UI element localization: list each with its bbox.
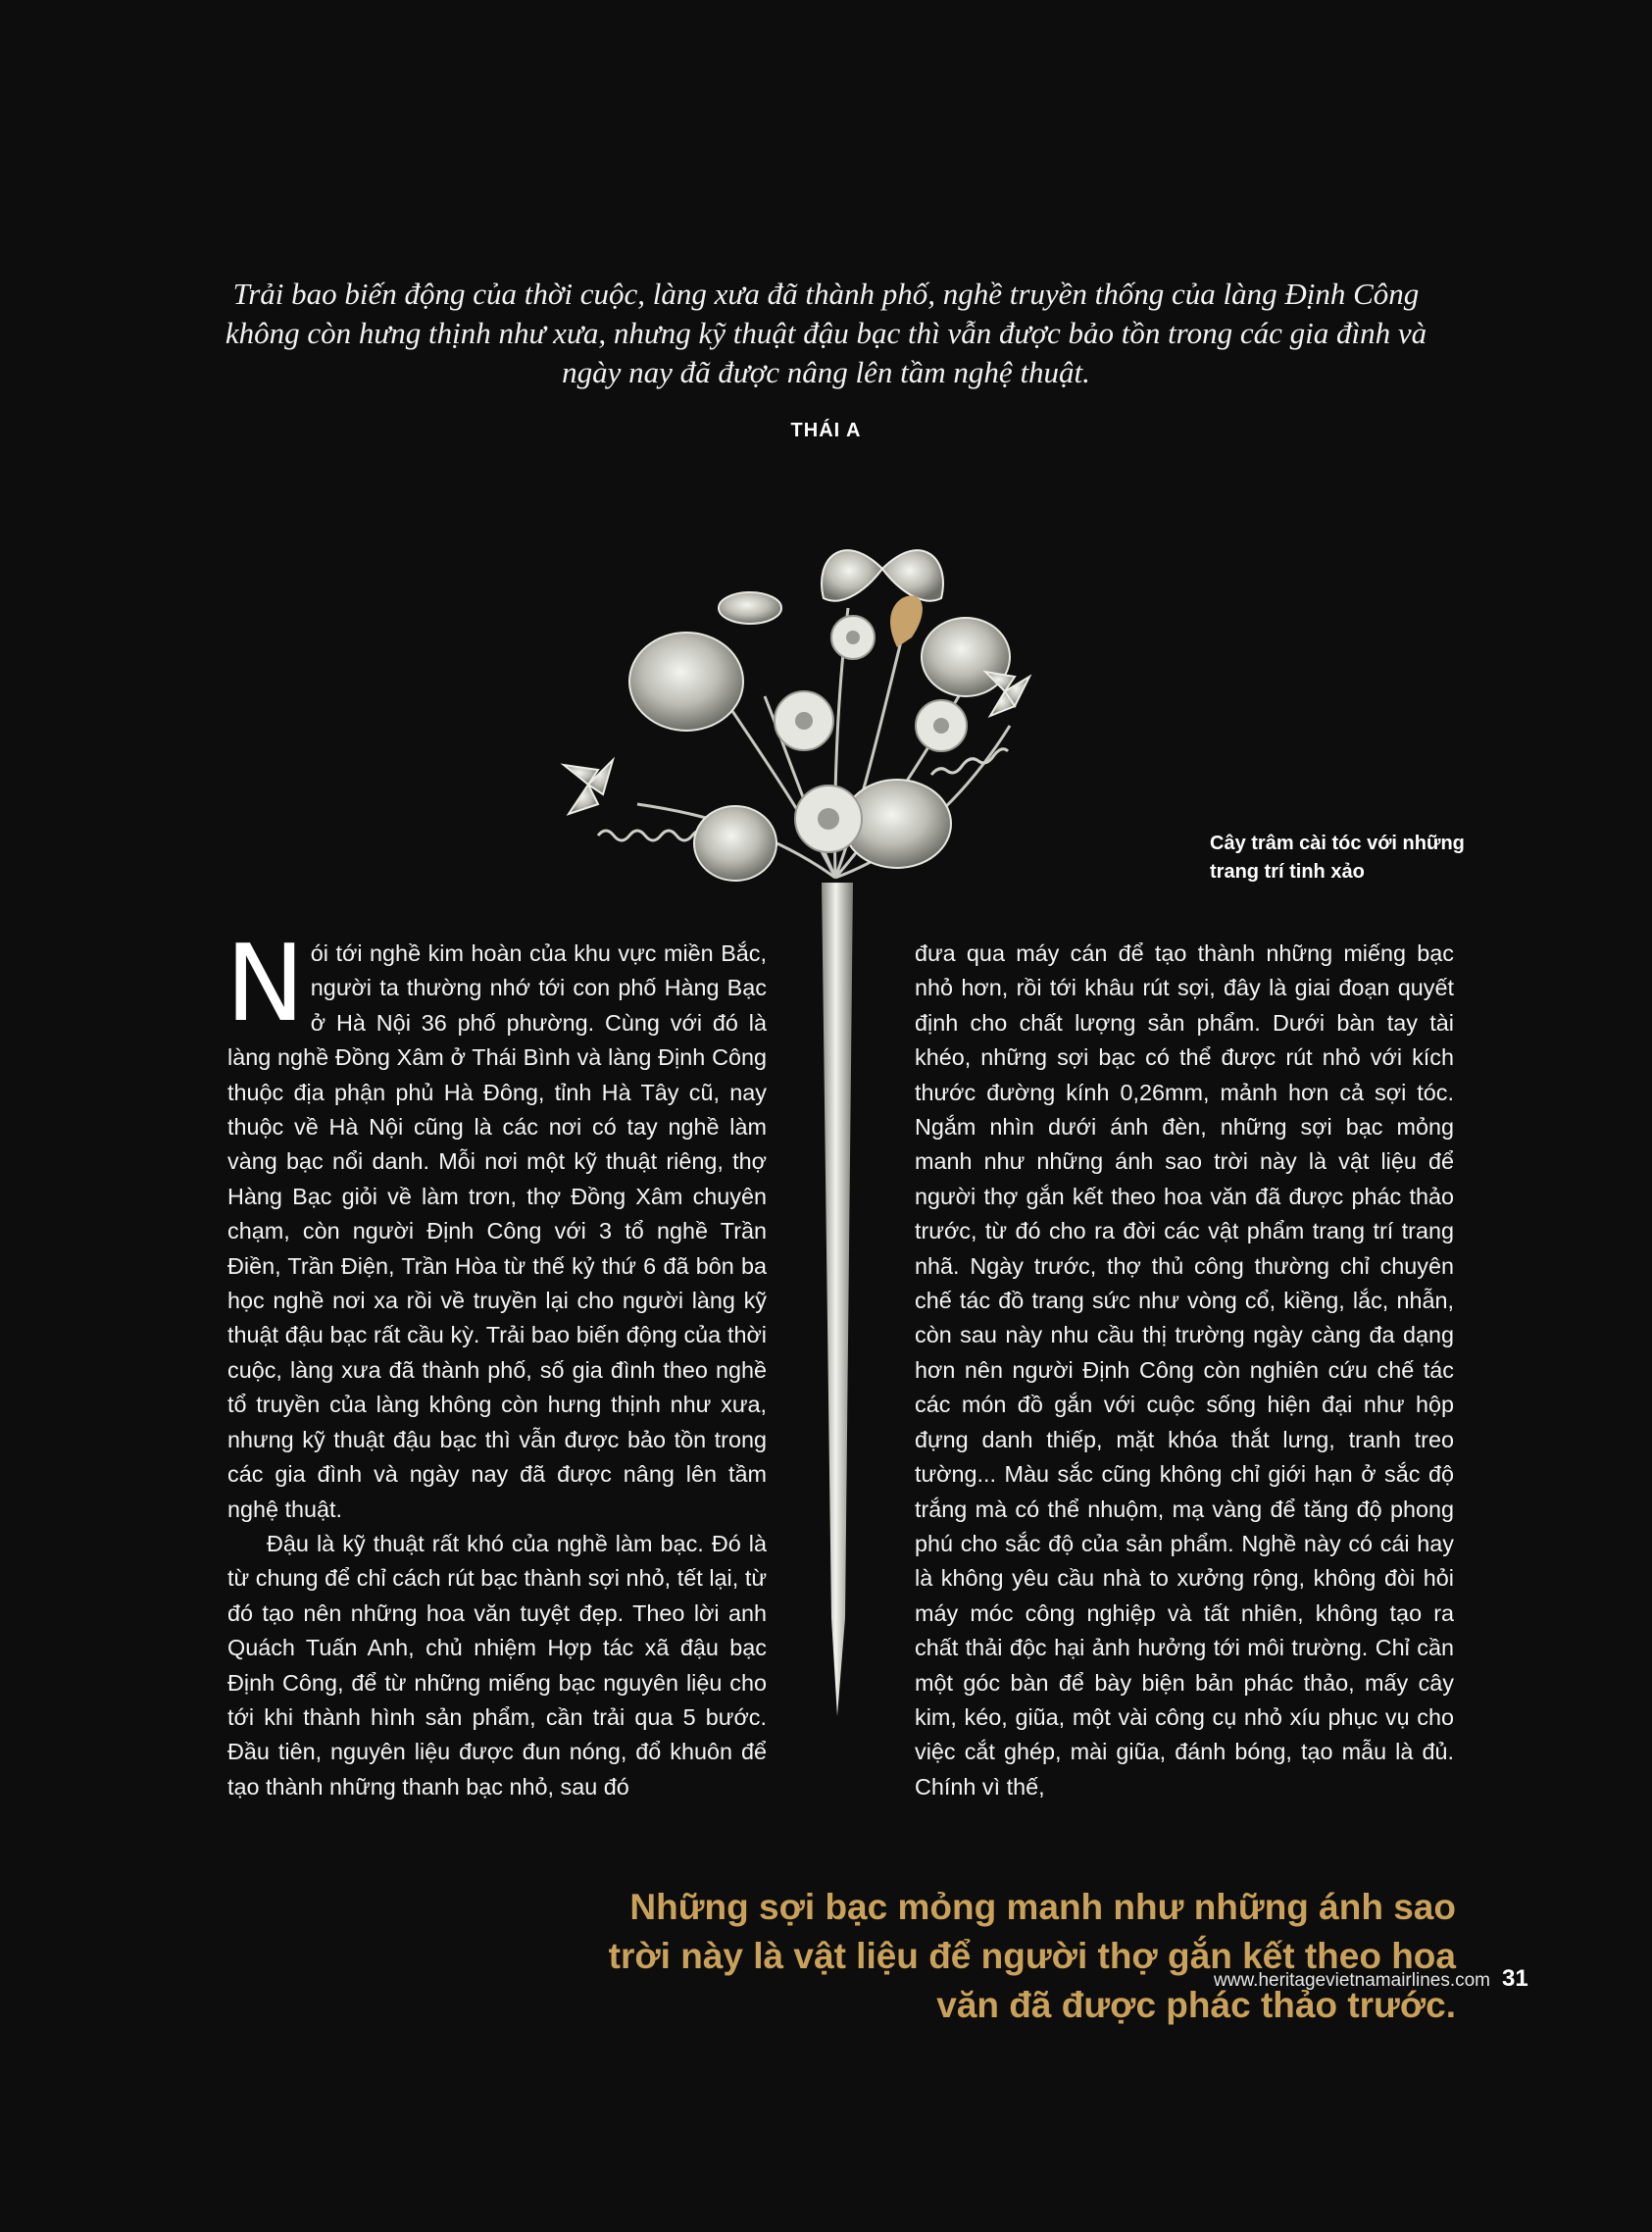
drop-cap: N [225,923,305,1045]
body-column-left [225,923,767,1804]
author-byline: THÁI A [790,420,862,441]
paragraph-2: Đậu là kỹ thuật rất khó của nghề làm bạc. Đó là từ chung để chỉ cách rút bạc thành sợi nhỏ, tết lại, từ đó tạo nên những hoa văn tuyệt đẹp. Theo lời anh Quách Tuấn Anh, chủ nhiệm Hợp tác xã đậu bạc Định Công, để từ những miếng bạc nguyên liệu cho tới khi thành hình sản phẩm, cần trải qua 5 bước. Đầu tiên, nguyên liệu được đun nóng, đổ khuôn để tạo thành những thanh bạc nhỏ, sau đó [227,1530,767,1800]
article-intro: Trải bao biến động của thời cuộc, làng xưa đã thành phố, nghề truyền thống của làng Định Công không còn hưng thịnh như xưa, nhưng kỹ thuật đậu bạc thì vẫn được bảo tồn trong các gia đình và ngày nay đã được nâng lên tầm nghệ thuật. [225,277,1427,389]
body-column-right [915,937,1454,1804]
footer-url: www.heritagevietnamairlines.com [1214,1970,1490,1991]
pull-quote: Những sợi bạc mỏng manh như những ánh sao trời này là vật liệu để người thợ gắn kết theo hoa văn đã được phác thảo trước. [608,1887,1456,2025]
photo-caption: Cây trâm cài tóc với những trang trí tinh xảo [1210,833,1465,883]
paragraph-3: đưa qua máy cán để tạo thành những miếng bạc nhỏ hơn, rồi tới khâu rút sợi, đây là giai đoạn quyết định cho chất lượng sản phẩm. Dưới bàn tay tài khéo, những sợi bạc có thể được rút nhỏ với kích thước đường kính 0,26mm, mảnh hơn cả sợi tóc. Ngắm nhìn dưới ánh đèn, những sợi bạc mỏng manh như những ánh sao trời này là vật liệu để người thợ gắn kết theo hoa văn đã được phác thảo trước, từ đó cho ra đời các vật phẩm trang trí trang nhã. Ngày trước, thợ thủ công thường chỉ chuyên chế tác đồ trang sức như vòng cổ, kiềng, lắc, nhẫn, còn sau này nhu cầu thị trường ngày càng đa dạng hơn nên người Định Công còn nghiên cứu chế tác các món đồ gắn với cuộc sống hiện đại như hộp đựng danh thiếp, mặt khóa thắt lưng, tranh treo tường... Màu sắc cũng không chỉ giới hạn ở sắc độ trắng mà có thể nhuộm, mạ vàng để tăng độ phong phú cho sắc độ của sản phẩm. Nghề này có cái hay là không yêu cầu nhà to xưởng rộng, không đòi hỏi máy móc công nghiệp và tất nhiên, không tạo ra chất thải độc hại ảnh hưởng tới môi trường. Chỉ cần một góc bàn để bày biện bản phác thảo, mấy cây kim, kéo, giũa, một vài công cụ nhỏ xíu phục vụ cho việc cắt ghép, mài giũa, đánh bóng, tạo mẫu là đủ. Chính vì thế, [915,940,1454,1800]
paragraph-1: Nói tới nghề kim hoàn của khu vực miền Bắc, người ta thường nhớ tới con phố Hàng Bạc ở Hà Nội 36 phố phường. Cùng với đó là làng nghề Đồng Xâm ở Thái Bình và làng Định Công thuộc địa phận phủ Hà Đông, tỉnh Hà Tây cũ, nay thuộc về Hà Nội cũng là các nơi có tay nghề làm vàng bạc nổi danh. Mỗi nơi một kỹ thuật riêng, thợ Hàng Bạc giỏi về làm trơn, thợ Đồng Xâm chuyên chạm, còn người Định Công với 3 tổ nghề Trần Điền, Trần Điện, Trần Hòa từ thế kỷ thứ 6 đã bôn ba học nghề nơi xa rồi về truyền lại cho người làng kỹ thuật đậu bạc rất cầu kỳ. Trải bao biến động của thời cuộc, làng xưa đã thành phố, số gia đình theo nghề tổ truyền của làng không còn hưng thịnh như xưa, nhưng kỹ thuật đậu bạc thì vẫn được bảo tồn trong các gia đình và ngày nay đã được nâng lên tầm nghệ thuật. [225,923,767,1522]
page-number: 31 [1502,1965,1528,1992]
